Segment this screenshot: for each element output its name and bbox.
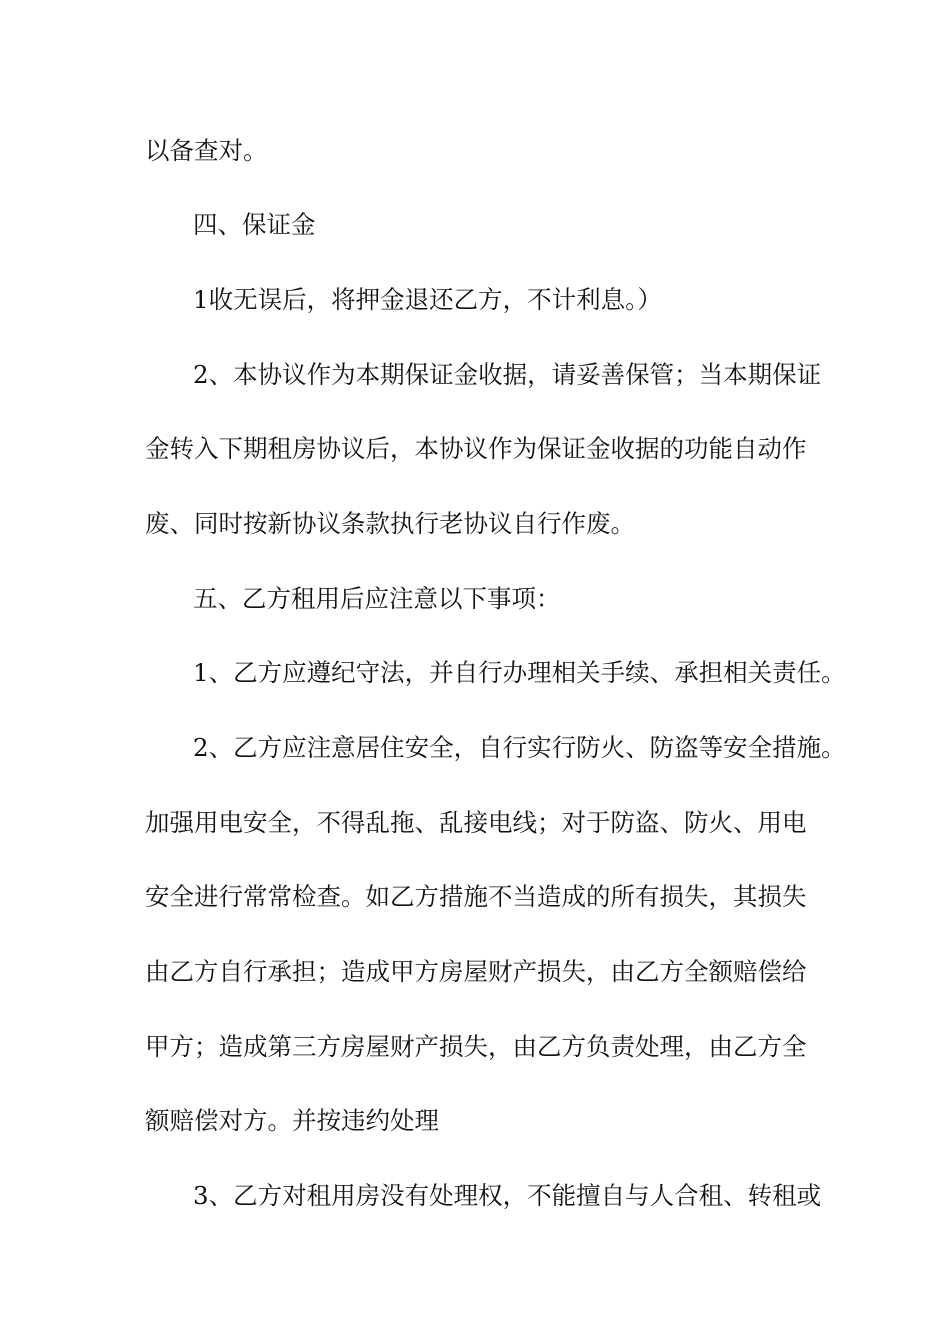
text-line: 2、本协议作为本期保证金收据，请妥善保管；当本期保证 — [193, 360, 822, 389]
section-heading: 四、保证金 — [193, 210, 316, 239]
text-line: 安全进行常常检查。如乙方措施不当造成的所有损失，其损失 — [145, 882, 807, 911]
text-line: 1、乙方应遵纪守法，并自行办理相关手续、承担相关责任。 — [193, 658, 846, 687]
text-line: 2、乙方应注意居住安全，自行实行防火、防盗等安全措施。 — [193, 733, 846, 762]
text-line: 甲方；造成第三方房屋财产损失，由乙方负责处理，由乙方全 — [145, 1032, 807, 1061]
text-line: 金转入下期租房协议后，本协议作为保证金收据的功能自动作 — [145, 434, 807, 463]
section-heading: 五、乙方租用后应注意以下事项： — [193, 584, 561, 613]
text-line: 1收无误后，将押金退还乙方，不计利息。） — [193, 285, 662, 314]
text-line: 额赔偿对方。并按违约处理 — [145, 1106, 439, 1135]
text-line: 由乙方自行承担；造成甲方房屋财产损失，由乙方全额赔偿给 — [145, 957, 807, 986]
text-line: 3、乙方对租用房没有处理权，不能擅自与人合租、转租或 — [193, 1181, 822, 1210]
text-line: 加强用电安全，不得乱拖、乱接电线；对于防盗、防火、用电 — [145, 808, 807, 837]
text-line: 以备查对。 — [145, 136, 268, 165]
text-line: 废、同时按新协议条款执行老协议自行作废。 — [145, 509, 635, 538]
